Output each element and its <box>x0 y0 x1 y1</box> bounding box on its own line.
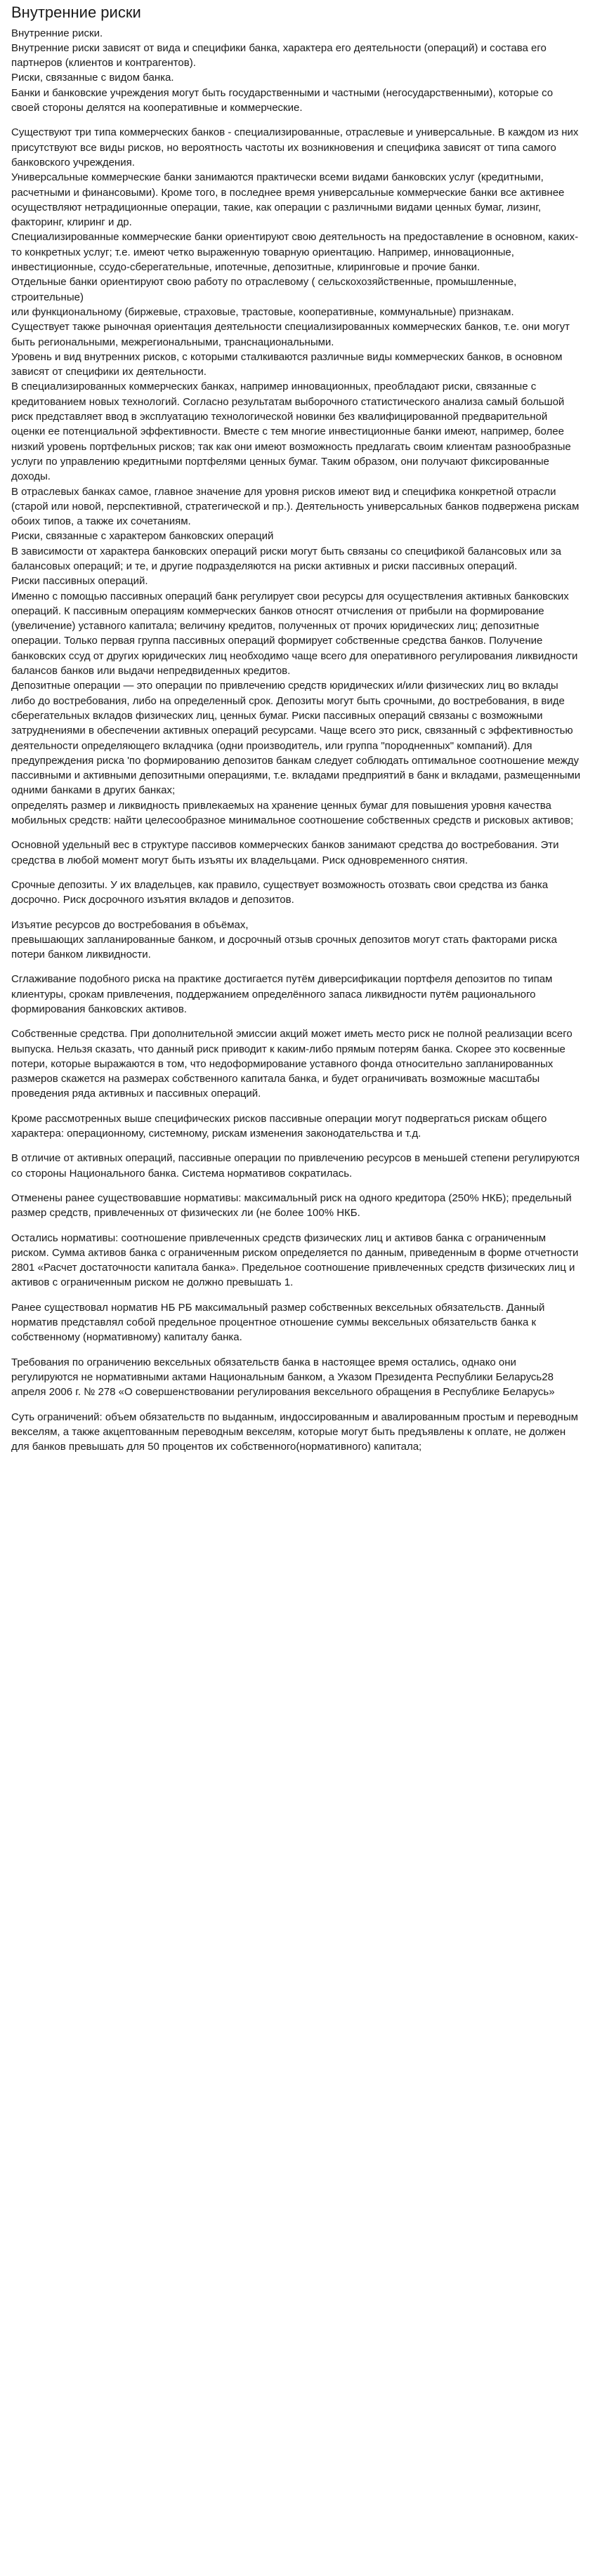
paragraph: определять размер и ликвидность привлекаемых на хранение ценных бумаг для повышения уровня качества мобильных средств: найти целесообразное минимальное соотношение собственных средств и рисковых активов; <box>11 799 574 827</box>
paragraph: Суть ограничений: объем обязательств по выданным, индоссированным и авалированным простым и переводным векселям, а также акцептованным переводным векселям, которые могут быть предъявлены к оплате, не должен для банков превышать для 50 процентов их собственного(нормативного) капитала; <box>11 1411 578 1453</box>
paragraph: В зависимости от характера банковских операций риски могут быть связаны со спецификой балансовых или за балансовых операций; и те, и другие подразделяются на риски активных и риски пассивных операций. <box>11 545 561 572</box>
paragraph: В отраслевых банках самое, главное значение для уровня рисков имеют вид и специфика конкретной отрасли (старой или новой, перспективной, стратегической и пр.). Деятельность универсальных банков подвержена рискам обоих типов, а также их сочетаниям. <box>11 485 580 528</box>
text-block <box>11 918 584 963</box>
text-block <box>11 1300 584 1345</box>
text-block <box>11 125 584 828</box>
paragraph: Требования по ограничению вексельных обязательств банка в настоящее время остались, однако они регулируются не нормативными актами Национальным банком, а Указом Президента Республики Беларусь28 апреля 2006 г. № 278 «О совершенствовании регулирования вексельного обращения в Республике Беларусь» <box>11 1356 555 1399</box>
paragraph: Собственные средства. При дополнительной эмиссии акций может иметь место риск не полной реализации всего выпуска. Нельзя сказать, что данный риск приводит к каким-либо прямым потерям банка. Скорее это косвенные потери, которые выражаются в том, что недоформирование уставного фонда относительно запланированных размеров скажется на размерах собственного капитала банка, и будет ограничивать возможные масштабы проведения ряда активных и пассивных операций. <box>11 1028 573 1100</box>
text-block <box>11 26 584 116</box>
paragraph: Депозитные операции — это операции по привлечению средств юридических и/или физических лиц во вклады либо до востребования, либо на определенный срок. Депозиты могут быть срочными, до востребования, в виде сберегательных вкладов физических лиц, ценных бумаг. Риски пассивных операций связаны с возможными затруднениями в обеспечении активных операций ресурсами. Чаще всего это риск, связанный с эффективностью деятельности определяющего вкладчика (одни производитель, или группа "породненных" компаний). Для предупреждения риска 'по формированию депозитов банкам следует соблюдать оптимальное соотношение между пассивными и активными депозитными операциями, т.е. вкладами предприятий в банк и вкладами, размещенными одними банками в других банках; <box>11 680 581 797</box>
paragraph: Отменены ранее существовавшие нормативы: максимальный риск на одного кредитора (250% НКБ); предельный размер средств, привлеченных от физических ли (не более 100% НКБ. <box>11 1191 572 1220</box>
paragraph: В специализированных коммерческих банках, например инновационных, преобладают риски, связанные с кредитованием новых технологий. Согласно результатам выборочного статистического анализа самый большой риск представляет ввод в эксплуатацию технологической новинки без квалифицированной предварительной оценки ее потенциальной эффективности. Вместе с тем многие инвестиционные банки имеют, например, более низкий уровень портфельных рисков; так как они имеют возможность предлагать своим клиентам разнообразные услуги по управлению кредитными портфелями ценных бумаг. Таким образом, они получают фиксированные доходы. <box>11 381 571 483</box>
paragraph: Уровень и вид внутренних рисков, с которыми сталкиваются различные виды коммерческих банков, в основном зависят от специфики их деятельности. <box>11 350 563 378</box>
paragraph: Существуют три типа коммерческих банков - специализированные, отраслевые и универсальные. В каждом из них присутствуют все виды рисков, но вероятность частоты их возникновения и специфика зависят от типа самого банковского учреждения. <box>11 126 579 169</box>
paragraph: Срочные депозиты. У их владельцев, как правило, существует возможность отозвать свои средства из банка досрочно. Риск досрочного изъятия вкладов и депозитов. <box>11 878 549 906</box>
text-block <box>11 1410 584 1455</box>
text-block <box>11 1026 584 1101</box>
paragraph: Сглаживание подобного риска на практике достигается путём диверсификации портфеля депозитов по типам клиентуры, срокам привлечения, поддержанием определённого запаса ликвидности путём рационального формирования банковских активов. <box>11 973 553 1015</box>
page-title: Внутренние риски <box>11 4 141 21</box>
paragraph: Кроме рассмотренных выше специфических рисков пассивные операции могут подвергаться рискам общего характера: операционному, системному, рискам изменения законодательства и т.д. <box>11 1112 547 1140</box>
paragraph: превышающих запланированные банком, и досрочный отзыв срочных депозитов могут стать факторами риска потери банком ликвидности. <box>11 933 557 961</box>
paragraph: Риски, связанные с видом банка. <box>11 72 174 84</box>
text-block <box>11 1191 584 1221</box>
paragraph: Изъятие ресурсов до востребования в объёмах, <box>11 918 249 931</box>
paragraph: В отличие от активных операций, пассивные операции по привлечению ресурсов в меньшей степени регулируются со стороны Национального банка. Система нормативов сократилась. <box>11 1152 580 1180</box>
paragraph: Отдельные банки ориентируют свою работу по отраслевому ( сельскохозяйственные, промышленные, строительные) <box>11 276 517 303</box>
paragraph: Внутренние риски. <box>11 27 103 39</box>
text-block <box>11 1151 584 1181</box>
paragraph: или функциональному (биржевые, страховые, трастовые, кооперативные, коммунальные) признакам. <box>11 305 514 318</box>
document-body <box>11 26 584 1455</box>
paragraph: Основной удельный вес в структуре пассивов коммерческих банков занимают средства до востребования. Эти средства в любой момент могут быть изъяты их владельцами. Риск одновременного снятия. <box>11 839 559 866</box>
paragraph: Существует также рыночная ориентация деятельности специализированных коммерческих банков, т.е. они могут быть региональными, межрегиональными, транснациональными. <box>11 321 570 348</box>
text-block <box>11 972 584 1017</box>
paragraph: Специализированные коммерческие банки ориентируют свою деятельность на предоставление в основном, каких- то конкретных услуг; т.е. имеют четко выраженную товарную ориентацию. Например, инновационные, инвестиционные, ссудо-сберегательные, ипотечные, депозитные, клиринговые и прочие банки. <box>11 231 579 274</box>
paragraph: Остались нормативы: соотношение привлеченных средств физических лиц и активов банка с ограниченным риском. Сумма активов банка с ограниченным риском определяется по данным, приведенным в форме отчетности 2801 «Расчет достаточности капитала банка». Предельное соотношение привлеченных средств физических лиц и активов с ограниченным риском не должно превышать 1. <box>11 1231 579 1289</box>
text-block <box>11 1111 584 1142</box>
text-block <box>11 1231 584 1290</box>
paragraph: Внутренние риски зависят от вида и специфики банка, характера его деятельности (операций) и состава его партнеров (клиентов и контрагентов). <box>11 41 547 70</box>
text-block <box>11 878 584 908</box>
paragraph: Ранее существовал норматив НБ РБ максимальный размер собственных вексельных обязательств. Данный норматив представлял собой предельное процентное отношение суммы вексельных обязательств банка к собственному (нормативному) капиталу банка. <box>11 1301 545 1344</box>
paragraph: Банки и банковские учреждения могут быть государственными и частными (негосударственными), которые со своей стороны делятся на кооперативные и коммерческие. <box>11 86 554 114</box>
paragraph: Именно с помощью пассивных операций банк регулирует свои ресурсы для осуществления активных банковских операций. К пассивным операциям коммерческих банков относят отчисления от прибыли на формирование (увеличение) уставного капитала; величину кредитов, полученных от прочих юридических лиц; депозитные операции. Только первая группа пассивных операций формирует собственные средства банков. Получение банковских ссуд от других юридических лиц необходимо чаще всего для оперативного регулирования ликвидности балансов банков или выдачи непредвиденных кредитов. <box>11 590 578 678</box>
text-block <box>11 838 584 868</box>
paragraph: Риски пассивных операций. <box>11 575 148 588</box>
text-block <box>11 1355 584 1400</box>
paragraph: Универсальные коммерческие банки занимаются практически всеми видами банковских услуг (кредитными, расчетными и финансовыми). Кроме того, в последнее время универсальные коммерческие банки все активнее осуществляют нетрадиционные операции, такие, как операции с различными видами ценных бумаг, лизинг, факторинг, клиринг и др. <box>11 171 565 229</box>
paragraph: Риски, связанные с характером банковских операций <box>11 530 274 543</box>
